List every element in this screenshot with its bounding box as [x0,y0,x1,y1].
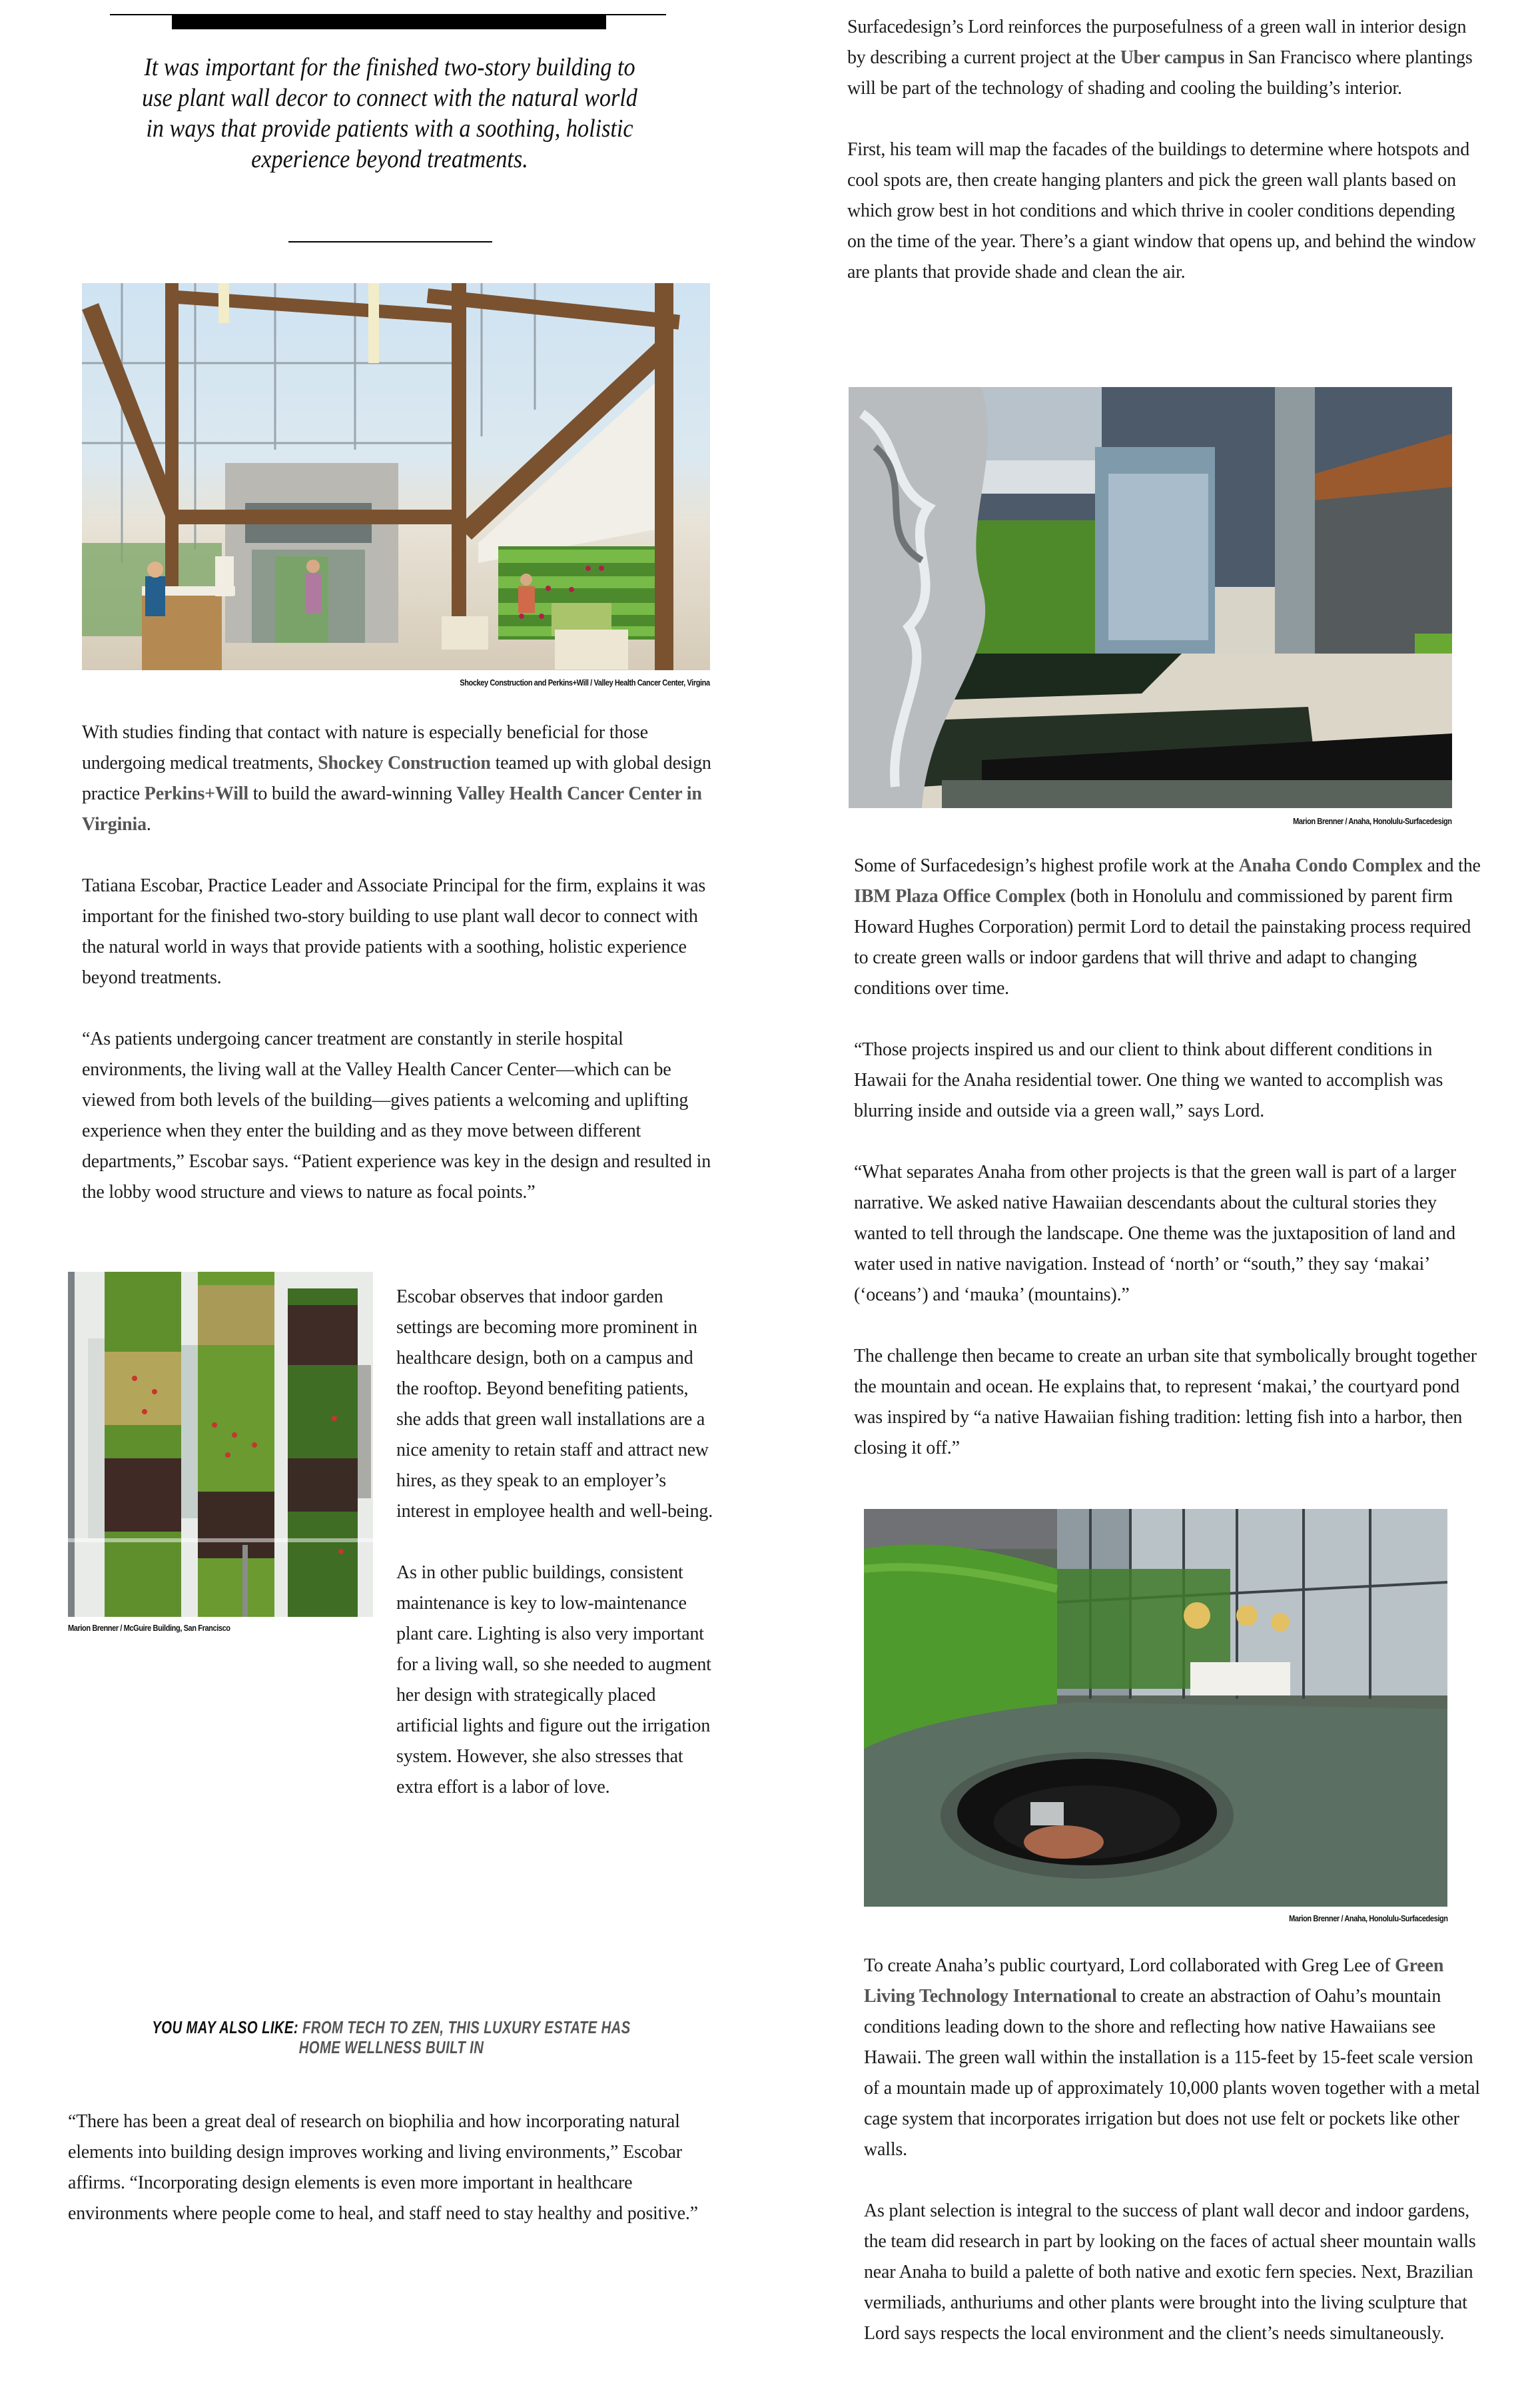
link-perkins-will[interactable]: Perkins+Will [144,783,248,804]
anaha-pond-illustration [864,1509,1447,1907]
photo-valley-health-lobby [82,283,710,670]
right-article-body-bottom [864,1951,1483,2349]
paragraph: With studies finding that contact with nature is especially beneficial for those undergoing medical treatments, Shockey Construction teamed up with global design practice Perkins+Will to build the award-winning Valley Health Cancer Center in Virginia. [82,722,711,835]
paragraph: Tatiana Escobar, Practice Leader and Associate Principal for the firm, explains it was important for the finished two-story building to use plant wall decor to connect with the natural world in ways that provide patients with a soothing, holistic experience beyond treatments. [82,875,706,988]
paragraph: “As patients undergoing cancer treatment are constantly in sterile hospital environments, the living wall at the Valley Health Cancer Center—which can be viewed from both levels of the building—gives patients a welcoming and uplifting experience when they enter the building and as they move between different departments,” Escobar says. “Patient experience was key in the design and resulted in the lobby wood structure and views to nature as focal points.” [82,1029,711,1202]
anaha-entrance-illustration [849,387,1452,808]
also-like-label: YOU MAY ALSO LIKE: [152,2017,298,2037]
caption-valley-health: Shockey Construction and Perkins+Will / Valley Health Cancer Center, Virgina [460,678,710,688]
paragraph: Some of Surfacedesign’s highest profile work at the Anaha Condo Complex and the IBM Plaza Office Complex (both in Honolulu and commissioned by parent firm Howard Hughes Corporation) permit Lord to detail the painstaking process required to create green walls or indoor gardens that will thrive and adapt to changing conditions over time. [854,855,1481,999]
right-article-body-middle [854,851,1483,1464]
paragraph: As plant selection is integral to the success of plant wall decor and indoor gardens, the team did research in part by looking on the faces of actual sheer mountain walls near Anaha to build a palette of both native and exotic fern species. Next, Brazilian vermiliads, anthuriums and other plants were brought into the living sculpture that Lord says respects the local environment and the client’s needs simultaneously. [864,2200,1476,2344]
paragraph: Escobar observes that indoor garden settings are becoming more prominent in healthcare design, both on a campus and the rooftop. Beyond benefiting patients, she adds that green wall installations are a nice amenity to retain staff and attract new hires, as they speak to an employer’s interest in employee health and well-being. [396,1286,713,1522]
paragraph: “Those projects inspired us and our client to think about different conditions in Hawaii for the Anaha residential tower. One thing we wanted to accomplish was blurring inside and outside via a green wall,” says Lord. [854,1039,1443,1121]
link-valley-health-cancer-center[interactable]: Valley Health Cancer Center in Virginia [82,783,702,835]
pull-quote-rule [288,241,492,242]
link-uber-campus[interactable]: Uber campus [1120,47,1225,68]
lobby-illustration [82,283,710,670]
photo-anaha-courtyard-entrance [849,387,1452,808]
paragraph: Surfacedesign’s Lord reinforces the purposefulness of a green wall in interior design by describing a current project at the Uber campus in San Francisco where plantings will be part of the technology of shading and cooling the building’s interior. [847,17,1473,99]
paragraph: To create Anaha’s public courtyard, Lord collaborated with Greg Lee of Green Living Technology International to create an abstraction of Oahu’s mountain conditions leading down to the shore and reflecting how native Hawaiians see Hawaii. The green wall within the installation is a 115-feet by 15-feet scale version of a mountain made up of approximately 10,000 plants woven together with a metal cage system that incorporates irrigation but does not use felt or pockets like other walls. [864,1955,1480,2160]
pull-quote-text: It was important for the finished two-story building to use plant wall decor to connect with the natural world in ways that provide patients with a soothing, holistic experience beyond treatments. [142,53,637,173]
caption-mcguire-building: Marion Brenner / McGuire Building, San Francisco [68,1623,230,1633]
photo-mcguire-building [68,1272,373,1617]
living-columns-illustration [68,1272,373,1617]
left-side-text [396,1282,713,1803]
photo-anaha-pond-green-wall [864,1509,1447,1907]
caption-anaha-2: Marion Brenner / Anaha, Honolulu-Surfacedesign [1289,1913,1448,1923]
paragraph: As in other public buildings, consistent maintenance is key to low-maintenance plant care. Lighting is also very important for a living wall, so she needed to augment her design with strategically placed artificial lights and figure out the irrigation system. However, she also stresses that extra effort is a labor of love. [396,1562,711,1797]
link-ibm-plaza-office-complex[interactable]: IBM Plaza Office Complex [854,886,1066,907]
paragraph: “There has been a great deal of research on biophilia and how incorporating natural elements into building design improves working and living environments,” Escobar affirms. “Incorporating design elements is even more important in healthcare environments where people come to heal, and staff need to stay healthy and positive.” [68,2111,698,2224]
link-anaha-condo-complex[interactable]: Anaha Condo Complex [1238,855,1423,876]
paragraph: First, his team will map the facades of the buildings to determine where hotspots and cool spots are, then create hanging planters and pick the green wall plants based on which grow best in hot conditions and which thrive in cooler conditions depending on the time of the year. There’s a giant window that opens up, and behind the window are plants that provide shade and clean the air. [847,139,1476,282]
also-like-link[interactable]: FROM TECH TO ZEN, THIS LUXURY ESTATE HAS HOME WELLNESS BUILT IN [298,2017,631,2057]
caption-anaha-1: Marion Brenner / Anaha, Honolulu-Surfacedesign [1293,816,1452,826]
right-article-body-top [847,12,1477,288]
paragraph: The challenge then became to create an urban site that symbolically brought together the mountain and ocean. He explains that, to represent ‘makai,’ the courtyard pond was inspired by “a native Hawaiian fishing tradition: letting fish into a harbor, then closing it off.” [854,1346,1477,1458]
you-may-also-like [67,2017,716,2057]
link-shockey-construction[interactable]: Shockey Construction [318,753,491,773]
link-green-living-technology[interactable]: Green Living Technology International [864,1955,1444,2007]
paragraph: “What separates Anaha from other projects is that the green wall is part of a larger narrative. We asked native Hawaiian descendants about the cultural stories they wanted to tell through the landscape. One theme was the juxtaposition of land and water used in native navigation. Instead of ‘north’ or “south,” they say ‘makai’ (‘oceans’) and ‘mauka’ (mountains).” [854,1162,1456,1305]
left-article-body [82,717,711,1208]
top-black-bar [172,15,606,29]
left-closing-text [68,2107,717,2229]
pull-quote [113,52,666,175]
